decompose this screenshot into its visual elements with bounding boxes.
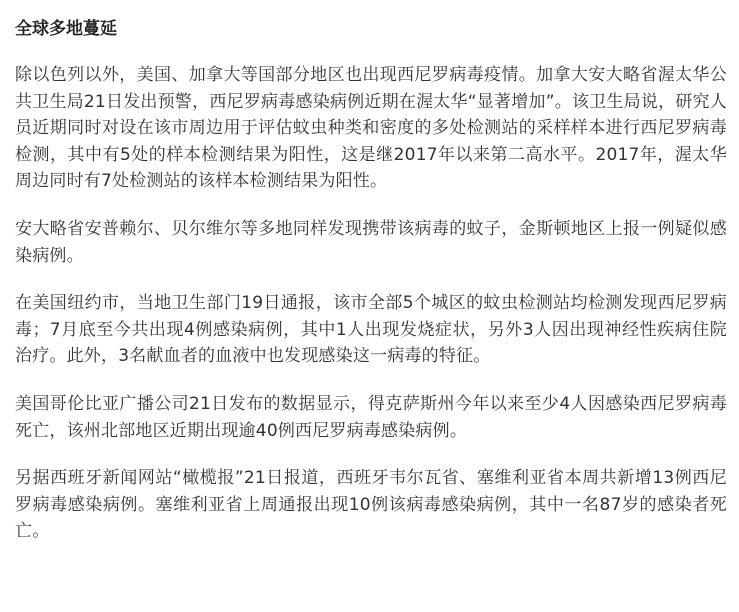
article-body	[15, 16, 727, 566]
paragraph-spain: 另据西班牙新闻网站“橄榄报”21日报道，西班牙韦尔瓦省、塞维利亚省本周共新增13例西尼罗病毒感染病例。塞维利亚省上周通报出现10例该病毒感染病例，其中一名87岁的感染者死亡。	[15, 468, 727, 542]
paragraph-texas: 美国哥伦比亚广播公司21日发布的数据显示，得克萨斯州今年以来至少4人因感染西尼罗病毒死亡，该州北部地区近期出现逾40例西尼罗病毒感染病例。	[15, 393, 727, 441]
section-heading: 全球多地蔓延	[15, 19, 117, 39]
paragraph-new-york: 在美国纽约市，当地卫生部门19日通报，该市全部5个城区的蚊虫检测站均检测发现西尼罗病毒；7月底至今共出现4例感染病例，其中1人出现发烧症状，另外3人因出现神经性疾病住院治疗。此外，3名献血者的血液中也发现感染这一病毒的特征。	[15, 293, 727, 367]
paragraph-ontario: 安大略省安普赖尔、贝尔维尔等多地同样发现携带该病毒的蚊子，金斯顿地区上报一例疑似感染病例。	[15, 218, 727, 266]
paragraph-canada: 除以色列以外，美国、加拿大等国部分地区也出现西尼罗病毒疫情。加拿大安大略省渥太华公共卫生局21日发出预警，西尼罗病毒感染病例近期在渥太华“显著增加”。该卫生局说，研究人员近期同时对设在该市周边用于评估蚊虫种类和密度的多处检测站的采样样本进行西尼罗病毒检测，其中有5处的样本检测结果为阳性，这是继2017年以来第二高水平。2017年，渥太华周边同时有7处检测站的该样本检测结果为阳性。	[15, 65, 727, 192]
